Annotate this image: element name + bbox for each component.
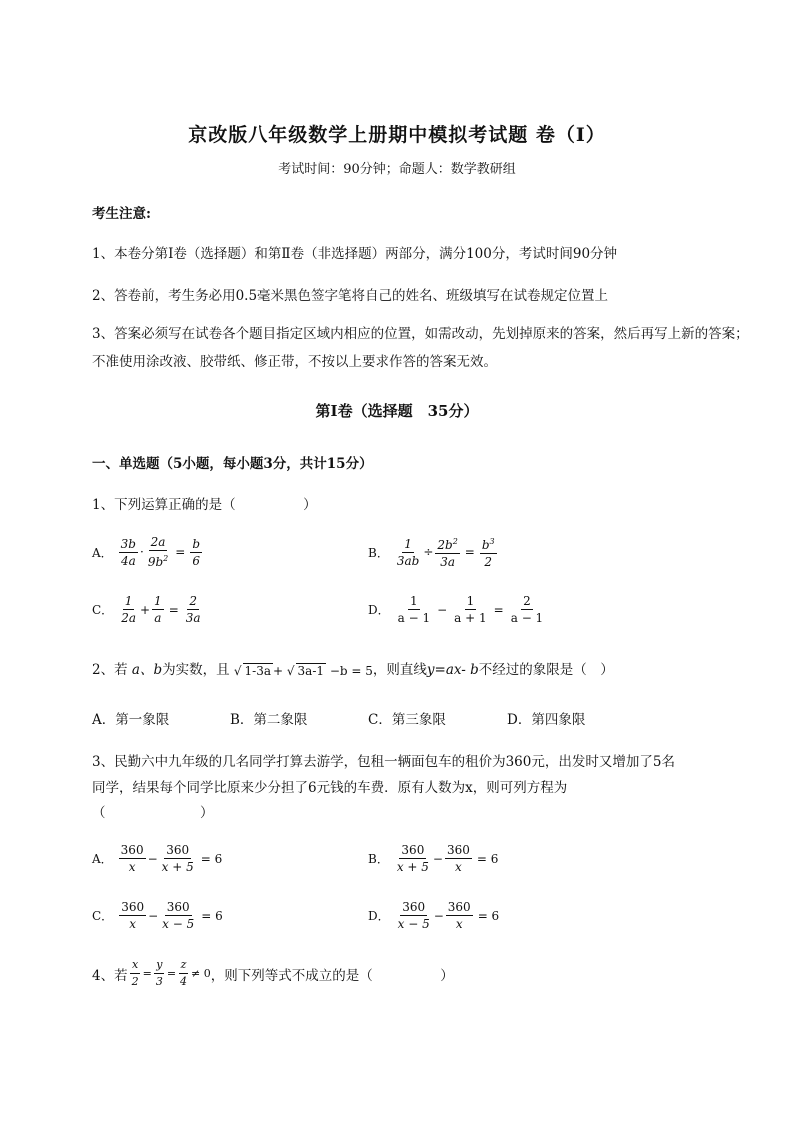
frac-num: 1 <box>124 594 133 608</box>
frac-den: a <box>154 611 162 625</box>
part-heading: 一、单选题（5小题，每小题3分，共计15分） <box>92 456 373 472</box>
frac-num: 360 <box>121 900 145 914</box>
q3-option-c[interactable]: C． $\frac{360}{x}$ − $\frac{360}{x - 5}$ = 6 <box>92 900 223 931</box>
frac-num: 2a <box>150 535 166 549</box>
line-equation: y=ax- b <box>426 662 479 678</box>
q4-suffix: ，则下列等式不成立的是（ ） <box>210 967 454 984</box>
frac-num: 2 <box>523 594 531 608</box>
q3-option-b[interactable]: B． $\frac{360}{x + 5}$ − $\frac{360}{x}$ = 6 <box>368 843 499 874</box>
option-label: D． <box>368 603 390 617</box>
frac-num: 360 <box>401 843 425 857</box>
option-label: B． <box>368 852 389 866</box>
frac-den: a − 1 <box>397 611 431 625</box>
q3-option-a[interactable]: A． $\frac{360}{x}$ − $\frac{360}{x + 5}$ = 6 <box>92 843 223 874</box>
option-label: C． <box>92 909 114 923</box>
frac-num: 360 <box>402 900 426 914</box>
q2-suffix: 不经过的象限是（ ） <box>478 662 614 678</box>
frac-den: 4a <box>120 553 136 568</box>
q2-prefix: 2、若 <box>92 662 128 678</box>
notice-item-2: 2、答卷前，考生务必用0.5毫米黑色签字笔将自己的姓名、班级填写在试卷规定位置上 <box>92 288 609 304</box>
q2-option-c[interactable]: C．第三象限 <box>368 712 446 728</box>
radical-2: 3a-1 <box>297 664 325 678</box>
frac-num: 360 <box>166 843 190 857</box>
frac-den: x + 5 <box>161 860 194 874</box>
notice-item-3: 3、答案必须写在试卷各个题目指定区域内相应的位置，如需改动，先划掉原来的答案，然后再写上新的答案；不准使用涂改液、胶带纸、修正带，不按以上要求作答的答案无效。 <box>92 326 749 370</box>
option-label: D． <box>368 909 390 923</box>
notice-heading: 考生注意: <box>92 206 151 222</box>
frac-den: a + 1 <box>454 611 487 625</box>
q4-stem: 4、若 $\frac{x}{2}$ = $\frac{y}{3}$ = $\frac{z}{4}$ ≠ 0 ，则下列等式不成立的是（ ） <box>92 958 454 988</box>
notice-item-1: 1、本卷分第Ⅰ卷（选择题）和第Ⅱ卷（非选择题）两部分，满分100分，考试时间90分钟 <box>92 246 618 262</box>
q3-stem-line1: 3、民勤六中九年级的几名同学打算去游学，包租一辆面包车的租价为360元，出发时又增加了5名 <box>92 754 675 770</box>
frac-den: x <box>129 917 137 931</box>
frac-den: 3ab <box>396 553 420 568</box>
frac-num: 1 <box>404 536 412 551</box>
q1-option-d[interactable]: D． $\frac{1}{a - 1}$ − $\frac{1}{a + 1}$ = $\frac{2}{a - 1}$ <box>368 594 544 625</box>
q2-stem: 2、若 a、b为实数，且 √ 1-3a + √ 3a-1 −b = 5 ，则直线y=ax- b不经过的象限是（ ） <box>92 662 614 678</box>
q4-prefix: 4、若 <box>92 967 128 984</box>
frac-den: 9b <box>147 555 164 569</box>
section-title: 第Ⅰ卷（选择题 35分） <box>315 402 479 420</box>
frac-den: x − 5 <box>397 917 430 931</box>
frac-den: x <box>455 917 463 931</box>
option-label: C． <box>92 603 114 617</box>
page-title: 京改版八年级数学上册期中模拟考试题 卷（Ⅰ） <box>188 124 606 146</box>
frac-num: 360 <box>120 843 144 857</box>
frac-den: x + 5 <box>396 860 429 874</box>
q2-option-a[interactable]: A．第一象限 <box>92 712 170 728</box>
frac-num: 1 <box>466 594 475 608</box>
frac-den: x <box>128 860 136 874</box>
frac-num: 3b <box>120 536 136 551</box>
q3-stem-line3: （ ） <box>92 805 214 821</box>
frac-den: 3a <box>440 555 455 569</box>
frac-den: x <box>455 860 462 874</box>
q2-vars: a、b <box>131 662 163 678</box>
equation-tail: −b = 5 <box>329 663 373 678</box>
option-label: A． <box>92 545 113 560</box>
q1-option-a[interactable]: A． $\frac{3b}{4a}$ · $\frac{2a}{9b^2}$ = $\frac{b}{6}$ <box>92 535 200 569</box>
frac-num: 360 <box>166 900 190 914</box>
q2-option-b[interactable]: B．第二象限 <box>230 712 308 728</box>
equation-rhs: = 6 <box>477 908 500 923</box>
radical-1: 1-3a <box>244 664 272 678</box>
frac-den: 6 <box>192 553 200 568</box>
equation-rhs: = 6 <box>476 851 499 866</box>
option-label: A． <box>92 852 113 866</box>
frac-den: 2 <box>484 555 493 569</box>
frac-num: 360 <box>446 843 470 857</box>
frac-num: 1 <box>410 594 418 608</box>
q1-option-b[interactable]: B． $\frac{1}{3ab}$ ÷ $\frac{2b^2}{3a}$ = $\frac{b^3}{2}$ <box>368 536 495 569</box>
frac-den: x − 5 <box>162 917 195 931</box>
frac-den: a − 1 <box>510 611 544 625</box>
frac-den: 3a <box>185 611 201 625</box>
q1-option-c[interactable]: C． $\frac{1}{2a}$ + $\frac{1}{a}$ = $\frac{2}{3a}$ <box>92 594 201 625</box>
equation-rhs: = 6 <box>201 908 223 923</box>
frac-num: b <box>192 536 200 551</box>
not-equal-zero: ≠ 0 <box>191 967 211 980</box>
q3-option-d[interactable]: D． $\frac{360}{x - 5}$ − $\frac{360}{x}$ = 6 <box>368 900 500 931</box>
frac-num: 2 <box>189 594 197 608</box>
q1-stem: 1、下列运算正确的是（ ） <box>92 497 317 513</box>
equation-rhs: = 6 <box>200 851 223 866</box>
frac-num: 1 <box>154 594 162 608</box>
exam-subtitle: 考试时间：90分钟；命题人：数学教研组 <box>278 162 516 177</box>
q2-option-d[interactable]: D．第四象限 <box>507 712 586 728</box>
q2-mid2: ，则直线 <box>372 662 427 678</box>
q3-stem-line2: 同学，结果每个同学比原来少分担了6元钱的车费．原有人数为x，则可列方程为 <box>92 780 568 796</box>
frac-num: 2b <box>437 538 453 552</box>
frac-num: b <box>481 538 490 552</box>
frac-den: 2a <box>121 611 136 625</box>
frac-num: 360 <box>447 900 471 914</box>
option-label: B． <box>368 545 389 560</box>
q2-mid: 为实数，且 <box>162 662 230 678</box>
